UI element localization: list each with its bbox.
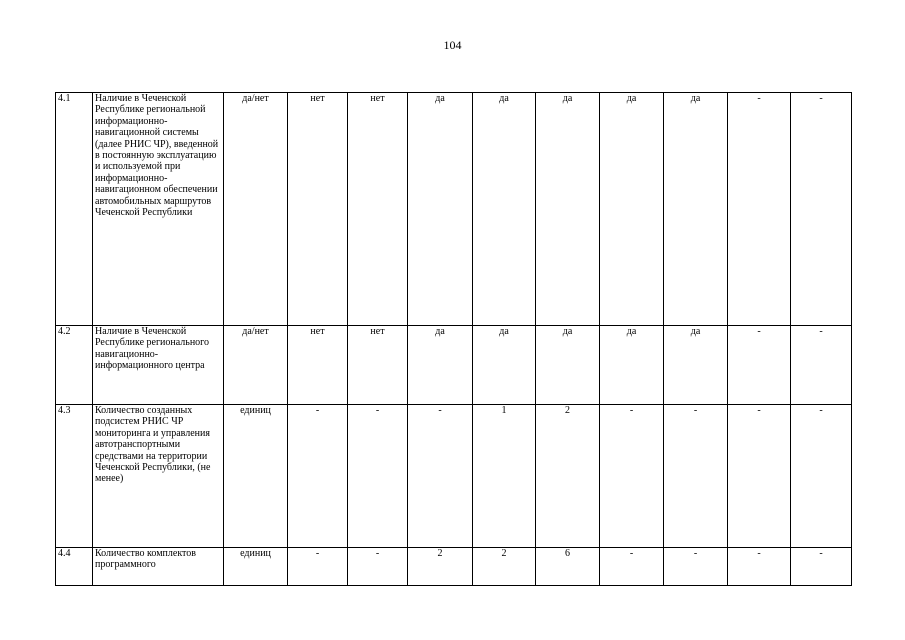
value-cell: да (536, 326, 600, 405)
value-cell: - (791, 405, 852, 548)
value-cell: - (600, 405, 664, 548)
value-cell: да (473, 326, 536, 405)
value-cell: нет (288, 326, 348, 405)
value-cell: да (408, 93, 473, 326)
value-cell: да (536, 93, 600, 326)
value-cell: - (728, 405, 791, 548)
unit-cell: единиц (224, 548, 288, 586)
value-cell: - (348, 548, 408, 586)
unit-cell: единиц (224, 405, 288, 548)
value-cell: - (600, 548, 664, 586)
value-cell: 2 (536, 405, 600, 548)
value-cell: 2 (408, 548, 473, 586)
row-number: 4.3 (56, 405, 93, 548)
value-cell: - (288, 548, 348, 586)
value-cell: - (288, 405, 348, 548)
table-row (56, 326, 852, 405)
row-number: 4.2 (56, 326, 93, 405)
value-cell: - (791, 326, 852, 405)
table-row (56, 93, 852, 326)
value-cell: да (664, 326, 728, 405)
value-cell: - (728, 93, 791, 326)
row-number: 4.1 (56, 93, 93, 326)
value-cell: - (728, 326, 791, 405)
value-cell: да (600, 93, 664, 326)
value-cell: - (791, 93, 852, 326)
value-cell: - (728, 548, 791, 586)
indicators-table (55, 92, 852, 586)
table-row (56, 405, 852, 548)
indicator-name: Количество созданных подсистем РНИС ЧР мониторинга и управления автотранспортными средствами на территории Чеченской Республики, (не менее) (93, 405, 224, 548)
value-cell: да (600, 326, 664, 405)
value-cell: - (664, 405, 728, 548)
unit-cell: да/нет (224, 93, 288, 326)
page-number: 104 (443, 38, 462, 52)
value-cell: да (664, 93, 728, 326)
value-cell: 2 (473, 548, 536, 586)
value-cell: нет (288, 93, 348, 326)
value-cell: нет (348, 93, 408, 326)
value-cell: 6 (536, 548, 600, 586)
value-cell: - (664, 548, 728, 586)
value-cell: да (473, 93, 536, 326)
indicator-name: Наличие в Чеченской Республике региональной информационно-навигационной системы (далее РНИС ЧР), введенной в постоянную эксплуатацию и используемой при информационно-навигационном обеспечении автомобильных маршрутов Чеченской Республики (93, 93, 224, 326)
value-cell: - (348, 405, 408, 548)
value-cell: нет (348, 326, 408, 405)
value-cell: да (408, 326, 473, 405)
value-cell: 1 (473, 405, 536, 548)
value-cell: - (408, 405, 473, 548)
row-number: 4.4 (56, 548, 93, 586)
indicator-name: Наличие в Чеченской Республике регионального навигационно-информационного центра (93, 326, 224, 405)
indicator-name: Количество комплектов программного (93, 548, 224, 586)
table-row (56, 548, 852, 586)
unit-cell: да/нет (224, 326, 288, 405)
value-cell: - (791, 548, 852, 586)
